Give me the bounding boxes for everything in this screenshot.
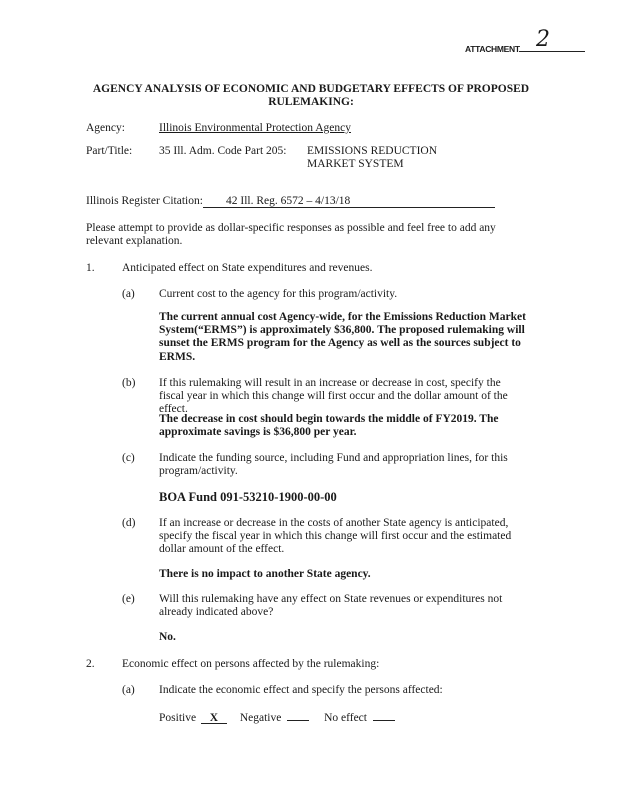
- s1c-answer: BOA Fund 091-53210-1900-00-00: [159, 490, 337, 504]
- register-value: 42 Ill. Reg. 6572 – 4/13/18: [226, 195, 351, 207]
- positive-label: Positive: [159, 712, 197, 724]
- s1a-answer: The current annual cost Agency-wide, for the Emissions Reduction Market System(“ERMS”) is approximately $36,800. The proposed rulemaking will sunset the ERMS program for the Agency as well as the sources subject to ERMS.: [159, 311, 526, 363]
- part-title-name-line1: EMISSIONS REDUCTION: [307, 145, 438, 157]
- s1e-label: (e): [122, 593, 135, 605]
- s1e-answer: No.: [159, 631, 176, 643]
- page-title: AGENCY ANALYSIS OF ECONOMIC AND BUDGETARY EFFECTS OF PROPOSED RULEMAKING:: [92, 83, 530, 108]
- register-label: Illinois Register Citation:: [86, 195, 203, 207]
- positive-mark: X: [201, 712, 227, 724]
- s2a-label: (a): [122, 684, 135, 696]
- attachment-number: 2: [536, 27, 550, 52]
- agency-value: Illinois Environmental Protection Agency: [159, 122, 351, 134]
- section2-number: 2.: [86, 658, 95, 670]
- register-underline: [203, 207, 495, 208]
- attachment-label: ATTACHMENT: [465, 44, 520, 54]
- s2a-question: Indicate the economic effect and specify the persons affected:: [159, 684, 443, 696]
- effect-choices: [159, 709, 395, 724]
- negative-blank: [287, 709, 309, 721]
- s1a-question: Current cost to the agency for this program/activity.: [159, 288, 398, 300]
- attachment-underline: [519, 51, 585, 52]
- part-title-code: 35 Ill. Adm. Code Part 205:: [159, 145, 287, 157]
- s1c-label: (c): [122, 452, 135, 464]
- part-title-label: Part/Title:: [86, 145, 133, 157]
- s1e-question: Will this rulemaking have any effect on State revenues or expenditures not already indicated above?: [159, 593, 503, 619]
- s1d-question: If an increase or decrease in the costs of another State agency is anticipated, specify the fiscal year in which this change will first occur and the estimated dollar amount of the effect.: [159, 517, 512, 556]
- s1d-label: (d): [122, 517, 136, 529]
- s1a-label: (a): [122, 288, 135, 300]
- agency-label: Agency:: [86, 122, 125, 134]
- section1-heading: Anticipated effect on State expenditures and revenues.: [122, 262, 373, 274]
- s1b-question: If this rulemaking will result in an increase or decrease in cost, specify the fiscal year in which this change will first occur and the dollar amount of the effect.: [159, 377, 508, 416]
- no-effect-label: No effect: [324, 712, 367, 724]
- s1b-answer: The decrease in cost should begin towards the middle of FY2019. The approximate savings is $36,800 per year.: [159, 413, 499, 439]
- s1b-label: (b): [122, 377, 136, 389]
- part-title-name-line2: MARKET SYSTEM: [307, 158, 404, 170]
- s1d-answer: There is no impact to another State agency.: [159, 568, 371, 580]
- section2-heading: Economic effect on persons affected by the rulemaking:: [122, 658, 380, 670]
- no-effect-blank: [373, 709, 395, 721]
- negative-label: Negative: [239, 712, 282, 724]
- s1c-question: Indicate the funding source, including Fund and appropriation lines, for this program/activity.: [159, 452, 508, 478]
- intro-text: Please attempt to provide as dollar-specific responses as possible and feel free to add any relevant explanation.: [86, 222, 496, 248]
- section1-number: 1.: [86, 262, 95, 274]
